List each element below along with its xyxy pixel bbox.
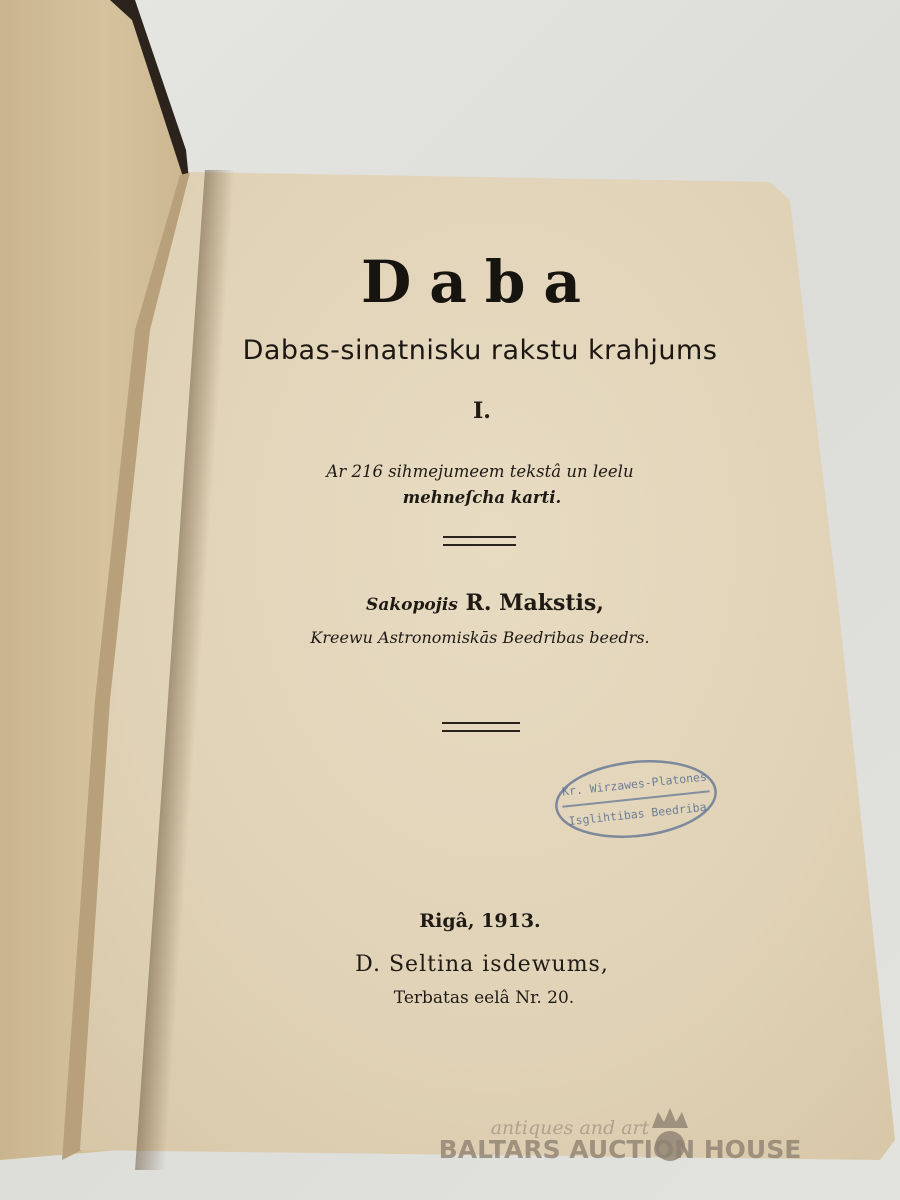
illustrations-note-line2: mehneſcha karti.: [402, 488, 562, 507]
library-stamp: [548, 749, 724, 848]
publisher: D. Seltina isdewums,: [355, 952, 609, 977]
compiler-line: [35, 590, 900, 616]
watermark-brand: BALTARS AUCTION HOUSE: [438, 1135, 802, 1164]
compiler-name: R. Makstis,: [465, 590, 604, 616]
city-year: Rigâ, 1913.: [419, 910, 541, 932]
library-stamp-graphic: [548, 749, 724, 848]
double-rule-divider: [443, 536, 516, 546]
illustrations-note-line1: Ar 216 sihmejumeem tekstâ un leelu: [326, 462, 634, 481]
double-rule-divider: [442, 722, 520, 732]
watermark-graphic: [420, 1100, 840, 1180]
book-subtitle: Dabas-sinatnisku rakstu krahjums: [242, 335, 718, 366]
stamp-line-1: Kr. Wirzawes-Platones: [561, 769, 708, 799]
book-title: Daba: [360, 248, 599, 316]
watermark-tagline: antiques and art: [490, 1117, 650, 1139]
publisher-address: Terbatas eelâ Nr. 20.: [393, 988, 575, 1008]
stamp-line-2: Isglihtibas Beedriba: [567, 799, 708, 829]
compiler-affiliation: Kreewu Astronomiskās Beedribas beedrs.: [310, 628, 650, 647]
compiled-by-label: Sakopojis: [366, 595, 458, 615]
auction-watermark: [420, 1100, 840, 1180]
volume-number: I.: [473, 398, 491, 424]
